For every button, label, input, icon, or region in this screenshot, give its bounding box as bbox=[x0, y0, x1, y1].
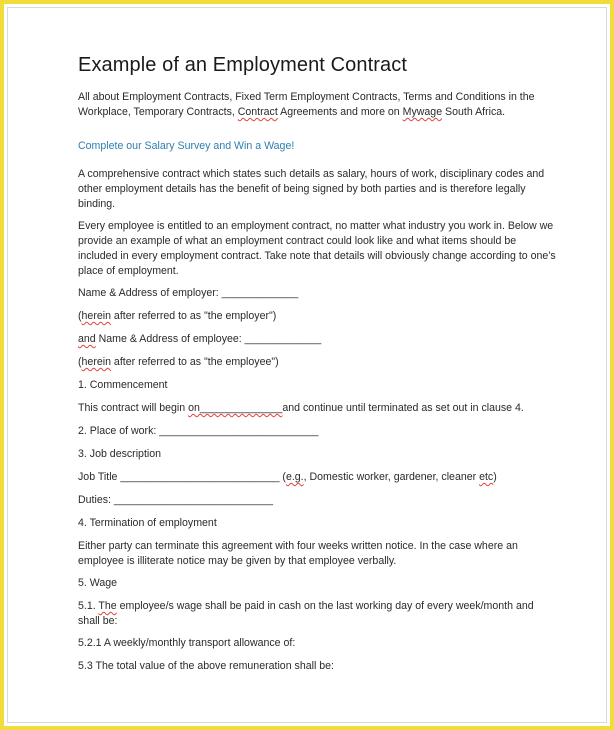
job-title-line: Job Title ___________________________ (e.g., Domestic worker, gardener, cleaner etc) bbox=[78, 471, 497, 483]
intro-contract-word: Contract bbox=[237, 106, 278, 118]
section-termination-heading: 4. Termination of employment bbox=[78, 517, 217, 529]
intro-mywage-word: Mywage bbox=[402, 106, 443, 118]
termination-text: Either party can terminate this agreement with four weeks written notice. In the case where an employee is illiterate notice may be given by that employee verbally. bbox=[78, 540, 518, 567]
paragraph-comprehensive: A comprehensive contract which states such details as salary, hours of work, disciplinary codes and other employment details has the benefit of being signed by both parties and is therefore legally binding. bbox=[78, 168, 545, 210]
employer-reference: (herein after referred to as "the employer") bbox=[78, 310, 277, 322]
employer-name-line: Name & Address of employer: _____________ bbox=[78, 287, 299, 299]
section-wage-heading: 5. Wage bbox=[78, 577, 118, 589]
section-place-of-work: 2. Place of work: ___________________________ bbox=[78, 425, 319, 437]
section-commencement-heading: 1. Commencement bbox=[78, 379, 168, 391]
wage-clause-5-2-1: 5.2.1 A weekly/monthly transport allowance of: bbox=[78, 637, 296, 649]
document-body bbox=[78, 54, 558, 682]
commencement-text: This contract will begin on______________and continue until terminated as set out in clause 4. bbox=[78, 402, 524, 414]
wage-clause-5-1: 5.1. The employee/s wage shall be paid in cash on the last working day of every week/month and shall be: bbox=[78, 600, 534, 627]
intro-text bbox=[78, 90, 558, 120]
duties-line: Duties: ___________________________ bbox=[78, 494, 273, 506]
section-job-description-heading: 3. Job description bbox=[78, 448, 162, 460]
salary-survey-link[interactable]: Complete our Salary Survey and Win a Wage! bbox=[78, 140, 295, 152]
intro-part-1: All about Employment Contracts, Fixed Term Employment Contracts, Terms and Conditions in the Workplace, Temporary Contracts, bbox=[78, 91, 535, 118]
paragraph-entitled: Every employee is entitled to an employment contract, no matter what industry you work in. Below we provide an example of what an employment contract could look like and what items should be included in every employment contract. Take note that details will obviously change according to one's place of employment. bbox=[78, 220, 556, 277]
intro-part-2: Agreements and more on bbox=[277, 106, 403, 118]
wage-clause-5-3: 5.3 The total value of the above remuneration shall be: bbox=[78, 660, 334, 672]
page-title: Example of an Employment Contract bbox=[78, 54, 408, 76]
intro-part-3: South Africa. bbox=[442, 106, 506, 118]
employee-reference: (herein after referred to as "the employee") bbox=[78, 356, 279, 368]
employee-name-line: and Name & Address of employee: _____________ bbox=[78, 333, 322, 345]
